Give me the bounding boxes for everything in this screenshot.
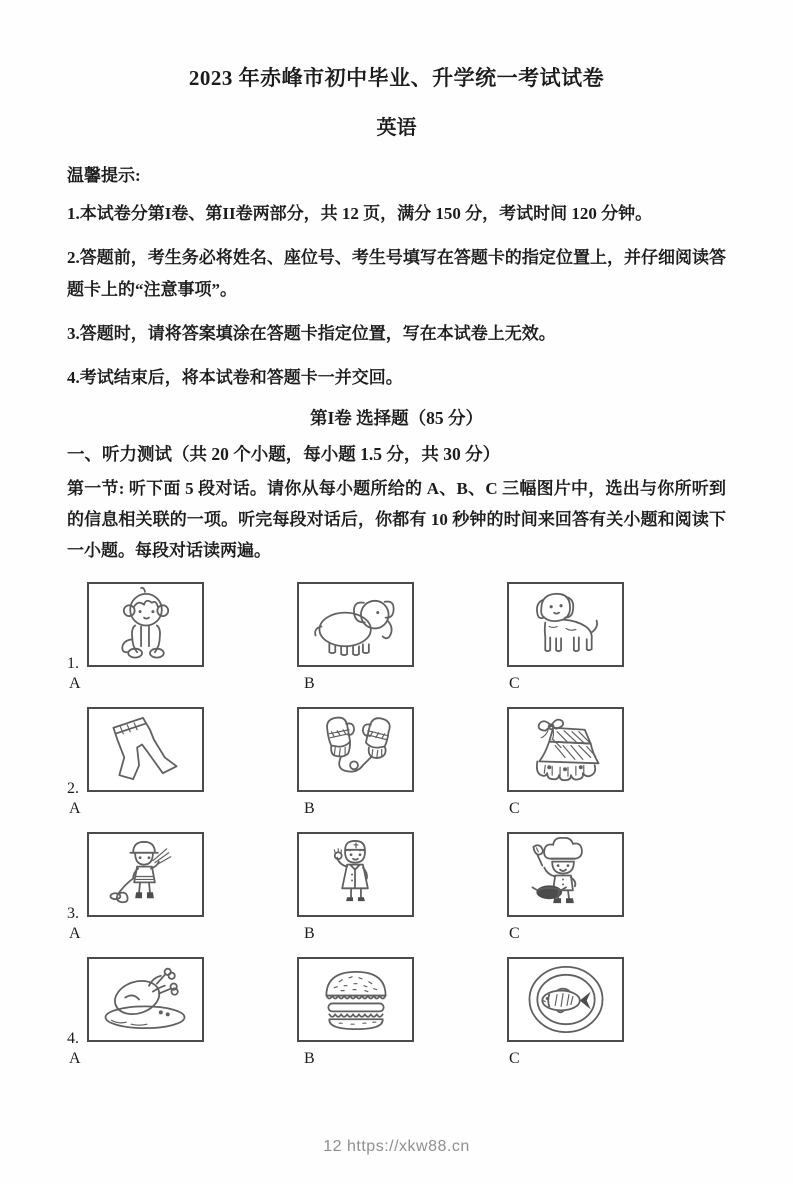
question-number: 4. bbox=[67, 1030, 79, 1047]
option-letter: C bbox=[509, 1050, 520, 1067]
exam-page bbox=[0, 62, 793, 1184]
option-letter: C bbox=[509, 800, 520, 817]
monkey-image bbox=[91, 585, 201, 664]
option-image-box bbox=[297, 582, 414, 667]
notice-item: 2.答题前，考生务必将姓名、座位号、考生号填写在答题卡的指定位置上，并仔细阅读答题卡上的“注意事项”。 bbox=[67, 248, 726, 299]
option-image-box bbox=[87, 957, 204, 1042]
exam-subject: 英语 bbox=[376, 117, 417, 139]
option-letter: A bbox=[69, 675, 81, 692]
option-letter: A bbox=[69, 925, 81, 942]
listening-section-heading: 一、听力测试（共 20 个小题，每小题 1.5 分，共 30 分） bbox=[67, 444, 501, 464]
page-footer: 12 https://xkw88.cn bbox=[323, 1138, 470, 1155]
fish-dish-image bbox=[511, 960, 621, 1039]
option-image-box bbox=[87, 707, 204, 792]
option-image-box bbox=[507, 957, 624, 1042]
volume-heading: 第I卷 选择题（85 分） bbox=[309, 408, 484, 428]
roast-chicken-image bbox=[91, 960, 201, 1039]
option-letter: A bbox=[69, 1050, 81, 1067]
exam-title: 2023 年赤峰市初中毕业、升学统一考试试卷 bbox=[188, 66, 605, 90]
option-letter: A bbox=[69, 800, 81, 817]
question-number: 1. bbox=[67, 655, 79, 672]
trousers-image bbox=[91, 710, 201, 789]
doctor-image bbox=[301, 835, 411, 914]
page-body bbox=[0, 62, 793, 1068]
puppy-image bbox=[511, 585, 621, 664]
option-letter: B bbox=[304, 675, 315, 692]
listening-questions bbox=[67, 582, 726, 1068]
option-image-box bbox=[507, 707, 624, 792]
question-2 bbox=[67, 707, 726, 818]
option-image-box bbox=[87, 582, 204, 667]
option-image-box bbox=[507, 832, 624, 917]
option-image-box bbox=[507, 582, 624, 667]
question-4 bbox=[67, 957, 726, 1068]
hamburger-image bbox=[301, 960, 411, 1039]
question-number: 2. bbox=[67, 780, 79, 797]
option-letter: B bbox=[304, 800, 315, 817]
option-letter: C bbox=[509, 675, 520, 692]
option-letter: B bbox=[304, 1050, 315, 1067]
question-number: 3. bbox=[67, 905, 79, 922]
notice-item: 1.本试卷分第I卷、第II卷两部分，共 12 页，满分 150 分，考试时间 120 分钟。 bbox=[67, 204, 653, 223]
option-letter: C bbox=[509, 925, 520, 942]
question-1 bbox=[67, 582, 726, 693]
notice-item: 4.考试结束后，将本试卷和答题卡一并交回。 bbox=[67, 368, 403, 387]
firefighter-image bbox=[91, 835, 201, 914]
option-image-box bbox=[87, 832, 204, 917]
option-image-box bbox=[297, 957, 414, 1042]
skirt-image bbox=[511, 710, 621, 789]
notice-heading: 温馨提示: bbox=[67, 166, 141, 185]
chef-image bbox=[511, 835, 621, 914]
section-instructions: 第一节: 听下面 5 段对话。请你从每小题所给的 A、B、C 三幅图片中，选出与你所听到的信息相关联的一项。听完每段对话后，你都有 10 秒钟的时间来回答有关小题和阅读下一小题。每段对话读两遍。 bbox=[67, 479, 726, 560]
option-letter: B bbox=[304, 925, 315, 942]
option-image-box bbox=[297, 832, 414, 917]
elephant-image bbox=[301, 585, 411, 664]
question-3 bbox=[67, 832, 726, 943]
option-image-box bbox=[297, 707, 414, 792]
notice-item: 3.答题时，请将答案填涂在答题卡指定位置，写在本试卷上无效。 bbox=[67, 324, 556, 343]
mittens-image bbox=[301, 710, 411, 789]
